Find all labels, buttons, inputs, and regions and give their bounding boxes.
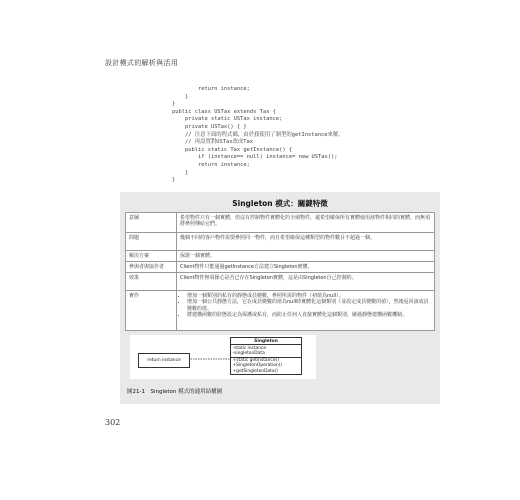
code-line: }: [172, 169, 189, 176]
code-line: }: [172, 177, 176, 184]
code-line: // 再設置對USTax改成Tax: [172, 139, 254, 146]
key-features-sidebar: [120, 192, 440, 404]
row-key: 解決方案: [126, 251, 177, 262]
class-attribute: -static instance: [232, 345, 267, 351]
table-row: [126, 273, 435, 291]
uml-diagram: [130, 335, 316, 379]
code-line: private static USTax instance;: [172, 116, 283, 123]
row-value: Client物件無須操心是否已存在Singleton實體，這是由Singleton自己控制的。: [177, 273, 435, 291]
code-note: return instance: [138, 353, 190, 368]
list-item: • 增加一個公共靜態方法，它在成員變數的值為null時實體化這個類別（並設定成員變數的值），然後返回該成員變數的值。: [187, 299, 431, 312]
implementation-list: [180, 293, 431, 319]
row-value: [177, 291, 435, 331]
figure-caption: 圖21-1 Singleton 模式的通用結構圖: [127, 389, 223, 395]
code-line: // 注意下面的程式碼，由於我使用了制型的getInstance來解，: [172, 131, 344, 138]
running-header: 設計模式的解析與活用: [105, 59, 178, 67]
row-value: 希望物件只有一個實體，但沒有控制物件實體化的全域物件。還希望確保所有實體使用該物件相同的實體，而無須將參照傳給它們。: [177, 213, 435, 233]
table-row: [126, 262, 435, 273]
code-line: return instance;: [172, 86, 250, 92]
class-attributes: [231, 345, 301, 357]
row-value: 幾個不同的客戶物件需要參照同一物件，而且希望確保這種類型的物件數目不超過一個。: [177, 233, 435, 251]
code-line: private USTax() { }: [172, 123, 247, 130]
table-row: [126, 251, 435, 262]
code-line: }: [172, 101, 176, 108]
row-value: Client物件只能通過getInstance方法建立Singleton實體。: [177, 262, 435, 273]
class-operation: +SingletonOperation(): [232, 363, 283, 369]
row-key: 意圖: [126, 213, 177, 233]
code-line: }: [172, 93, 189, 100]
code-listing: [172, 86, 344, 185]
row-key: 問題: [126, 233, 177, 251]
singleton-class-box: [230, 337, 302, 375]
class-operations: [231, 358, 301, 375]
class-operation: +getSingletonData(): [232, 368, 278, 374]
list-item: • 增加一個類別的私有的靜態成員變數，參照所需的物件（初值為null）。: [187, 293, 431, 300]
code-line: if (instance== null) instance= new USTax();: [172, 154, 338, 161]
row-value: 保證一個實體。: [177, 251, 435, 262]
row-key: 參與者與協作者: [126, 262, 177, 273]
code-line: public static Tax getInstance() {: [172, 146, 293, 153]
class-name: Singleton: [231, 338, 301, 345]
sidebar-title: Singleton 模式：關鍵特徵: [232, 199, 328, 208]
list-item: • 將建構函數的狀態設定為保護或私有，而防止任何人直接實體化這個類別，繞過靜態建構函數機制。: [187, 312, 431, 319]
code-line: public class USTax extends Tax {: [172, 108, 276, 115]
row-key: 實作: [126, 291, 177, 331]
class-operation: +static getInstance(): [232, 358, 279, 364]
features-table: [125, 212, 435, 331]
table-row: [126, 213, 435, 233]
code-line: return instance;: [172, 161, 250, 168]
table-row: [126, 291, 435, 331]
table-row: [126, 233, 435, 251]
class-attribute: -singletonData: [232, 350, 265, 356]
page-number: 302: [105, 418, 121, 427]
row-key: 效果: [126, 273, 177, 291]
